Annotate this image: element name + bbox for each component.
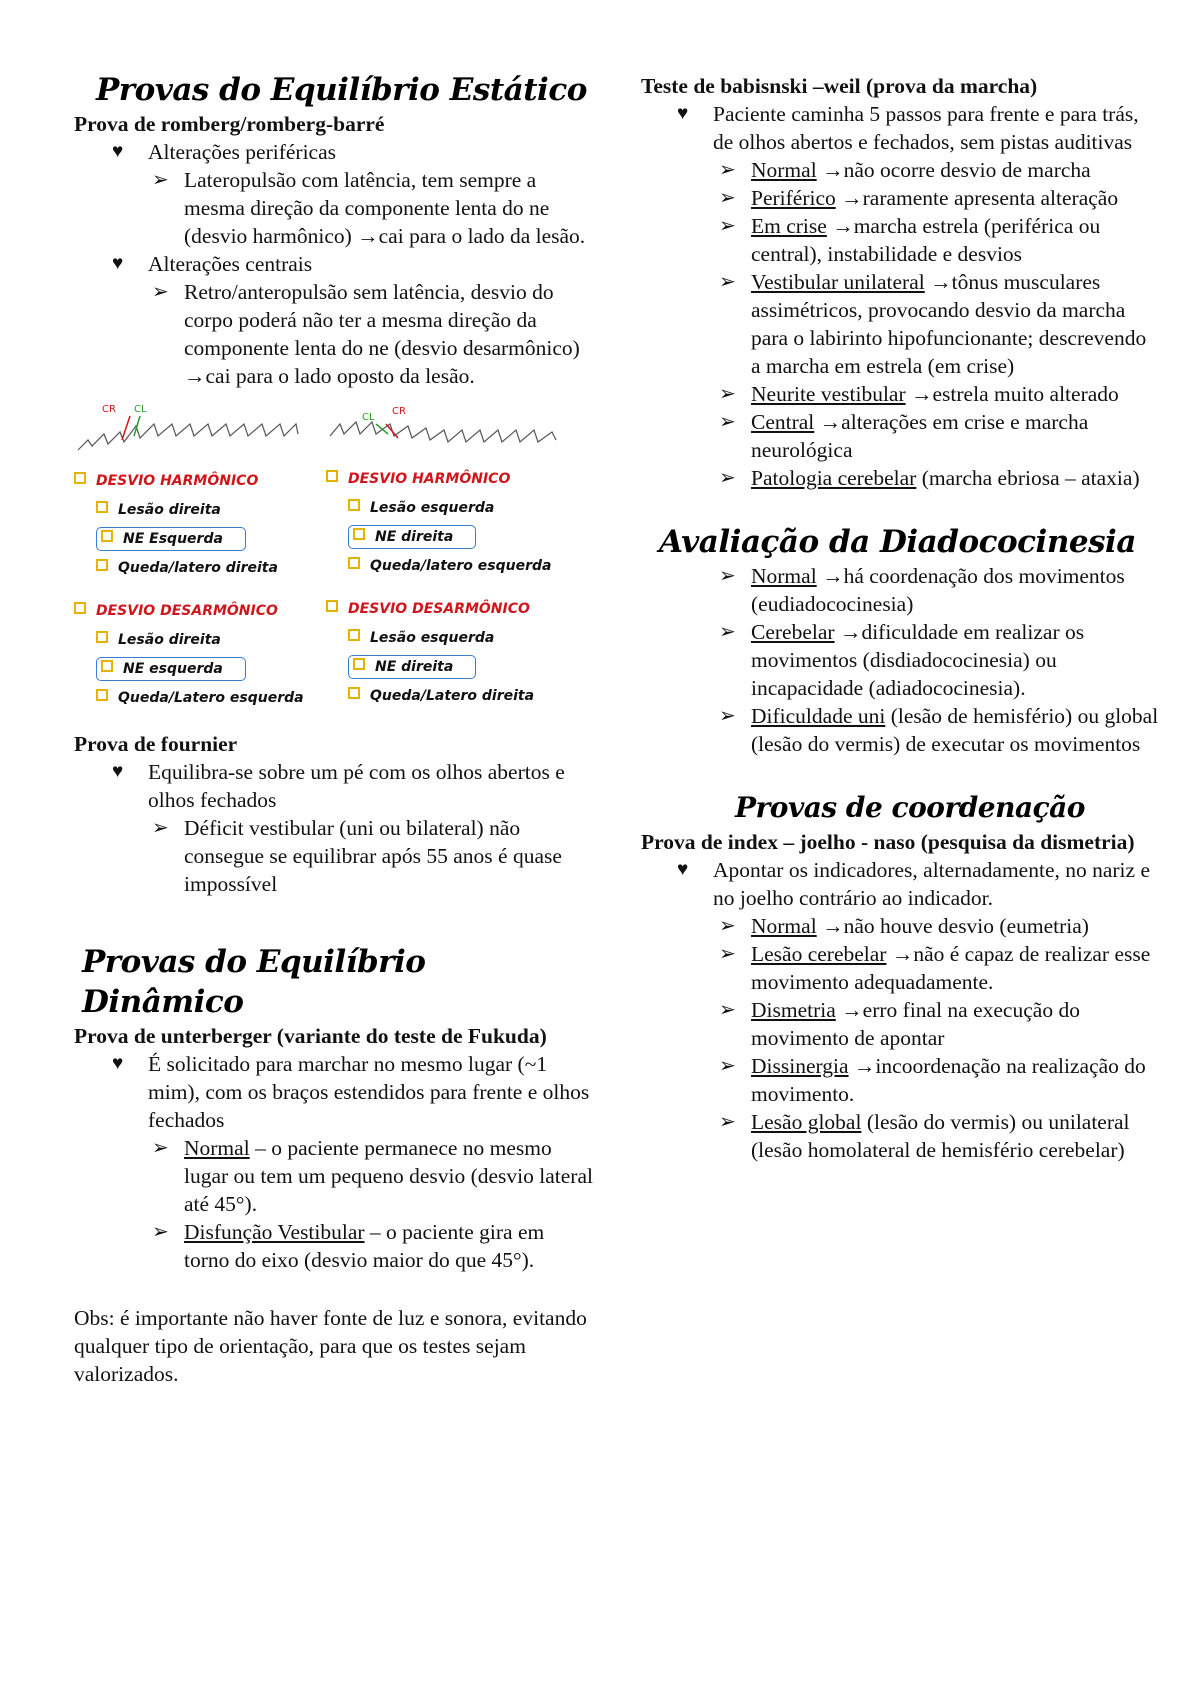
text-span: Normal [184, 1136, 250, 1160]
text-span: Lesão global [751, 1110, 862, 1134]
arrow-bullet-icon: ➢ [152, 1221, 169, 1243]
text-span: (lesão de hemisfério) ou global (lesão do vermis) de executar os movimentos [751, 704, 1159, 756]
arrow-bullet-icon: ➢ [719, 383, 736, 405]
heart-bullet-icon: ♥ [112, 253, 124, 274]
arrow-bullet-icon: ➢ [152, 281, 169, 303]
diado-sub-0 [641, 562, 1161, 618]
diado-sub-1 [641, 618, 1161, 702]
text-span: Paciente caminha 5 passos para frente e para trás, de olhos abertos e fechados, sem pistas auditivas [713, 102, 1139, 154]
text-span: NE Esquerda [123, 530, 223, 547]
text-span: Central [751, 410, 815, 434]
text-span: Lateropulsão com latência, tem sempre a mesma direção da componente lenta do ne (desvio harmônico) →cai para o lado da lesão. [184, 168, 586, 248]
text-span: Lesão esquerda [370, 629, 495, 646]
text-span: DESVIO DESARMÔNICO [348, 600, 530, 617]
arrow-bullet-icon: ➢ [719, 187, 736, 209]
desarm-title-right [326, 600, 530, 618]
index-sub-3 [641, 1052, 1161, 1108]
text-span: Patologia cerebelar [751, 466, 917, 490]
harm-title-left [74, 472, 258, 490]
arrow-bullet-icon: ➢ [719, 411, 736, 433]
title-diadococinesia: Avaliação da Diadococinesia [659, 524, 1136, 560]
text-span: Queda/latero esquerda [370, 557, 552, 574]
text-span: →estrela muito alterado [905, 382, 1119, 406]
right-column [641, 72, 1161, 1164]
text-span: →há coordenação dos movimentos (eudiadococinesia) [751, 564, 1125, 616]
bullet-alteracoes-perifericas [74, 138, 594, 166]
cr-label: CR [102, 404, 116, 415]
text-span: Periférico [751, 186, 836, 210]
bullet-unterberger [74, 1050, 594, 1134]
text-span: DESVIO DESARMÔNICO [96, 602, 278, 619]
heart-bullet-icon: ♥ [112, 1053, 124, 1074]
cr-label: CR [392, 406, 406, 417]
text-span: Déficit vestibular (uni ou bilateral) não consegue se equilibrar após 55 anos é quase impossível [184, 816, 562, 896]
text-span: Equilibra-se sobre um pé com os olhos abertos e olhos fechados [148, 760, 565, 812]
diagram-right [326, 400, 576, 710]
text-span: →dificuldade em realizar os movimentos (disdiadococinesia) ou incapacidade (adiadococinesia). [751, 620, 1085, 700]
cr-arrow [386, 424, 398, 438]
text-span: Lesão direita [118, 501, 221, 518]
babinski-sub-3 [641, 268, 1161, 380]
harm-title-right [326, 470, 510, 488]
text-span: Dismetria [751, 998, 836, 1022]
heart-bullet-icon: ♥ [677, 859, 689, 880]
arrow-bullet-icon: ➢ [719, 1111, 736, 1133]
text-span: – o paciente permanece no mesmo lugar ou tem um pequeno desvio (desvio lateral até 45°). [184, 1136, 593, 1216]
text-span: →alterações em crise e marcha neurológica [751, 410, 1089, 462]
text-span: Neurite vestibular [751, 382, 906, 406]
arrow-bullet-icon: ➢ [719, 999, 736, 1021]
text-span: →incoordenação na realização do movimento. [751, 1054, 1146, 1106]
babinski-sub-2 [641, 212, 1161, 268]
desarm-title-left [74, 602, 278, 620]
text-span: Normal [751, 158, 817, 182]
nystagmus-wave-left [74, 400, 304, 460]
heart-bullet-icon: ♥ [677, 103, 689, 124]
text-span: Alterações centrais [148, 252, 313, 276]
arrow-bullet-icon: ➢ [719, 271, 736, 293]
text-span: Lesão direita [118, 631, 221, 648]
diagram-left [74, 400, 324, 712]
arrow-bullet-icon: ➢ [152, 817, 169, 839]
text-span: – o paciente gira em torno do eixo (desvio maior do que 45°). [184, 1220, 545, 1272]
sub-unterberger-disfuncao [74, 1218, 594, 1274]
text-span: →raramente apresenta alteração [835, 186, 1119, 210]
text-span: Em crise [751, 214, 827, 238]
arrow-bullet-icon: ➢ [719, 943, 736, 965]
left-column [74, 70, 594, 1388]
text-span: Queda/latero direita [118, 559, 278, 576]
title-equilibrio-estatico: Provas do Equilíbrio Estático [96, 72, 587, 108]
text-span: Disfunção Vestibular [184, 1220, 365, 1244]
arrow-bullet-icon: ➢ [719, 467, 736, 489]
arrow-bullet-icon: ➢ [719, 705, 736, 727]
text-span: Queda/Latero esquerda [118, 689, 304, 706]
arrow-bullet-icon: ➢ [152, 1137, 169, 1159]
arrow-bullet-icon: ➢ [152, 169, 169, 191]
title-equilibrio-dinamico: Provas do Equilíbrio Dinâmico [82, 944, 426, 1020]
babinski-sub-5 [641, 408, 1161, 464]
text-span: (lesão do vermis) ou unilateral (lesão homolateral de hemisfério cerebelar) [751, 1110, 1130, 1162]
index-sub-4 [641, 1108, 1161, 1164]
cl-label: CL [362, 412, 375, 423]
text-span: Dificuldade uni [751, 704, 886, 728]
babinski-sub-0 [641, 156, 1161, 184]
text-span: Vestibular unilateral [751, 270, 925, 294]
sub-unterberger-normal [74, 1134, 594, 1218]
sub-peripheral-text [74, 166, 594, 250]
arrow-bullet-icon: ➢ [719, 621, 736, 643]
text-span: É solicitado para marchar no mesmo lugar (~1 mim), com os braços estendidos para frente e olhos fechados [148, 1052, 590, 1132]
text-span: Dissinergia [751, 1054, 849, 1078]
text-span: Queda/Latero direita [370, 687, 535, 704]
sub-fournier [74, 814, 594, 898]
arrow-bullet-icon: ➢ [719, 915, 736, 937]
bullet-alteracoes-centrais [74, 250, 594, 278]
babinski-sub-4 [641, 380, 1161, 408]
unterberger-heading: Prova de unterberger (variante do teste de Fukuda) [74, 1024, 547, 1048]
text-span: Lesão cerebelar [751, 942, 887, 966]
text-span: NE direita [375, 658, 454, 675]
text-span: →não ocorre desvio de marcha [816, 158, 1091, 182]
text-span: Alterações periféricas [148, 140, 337, 164]
text-span: DESVIO HARMÔNICO [96, 472, 259, 489]
babinski-sub-6 [641, 464, 1161, 492]
text-span: →não houve desvio (eumetria) [816, 914, 1089, 938]
romberg-heading: Prova de romberg/romberg-barré [74, 112, 385, 136]
cl-arrow [134, 416, 140, 436]
arrow-bullet-icon: ➢ [719, 159, 736, 181]
text-span: Apontar os indicadores, alternadamente, no nariz e no joelho contrário ao indicador. [713, 858, 1150, 910]
text-span: Retro/anteropulsão sem latência, desvio do corpo poderá não ter a mesma direção da componente lenta do ne (desvio desarmônico) →cai para o lado oposto da lesão. [184, 280, 580, 388]
title-coordenacao: Provas de coordenação [735, 791, 1085, 824]
fournier-heading: Prova de fournier [74, 732, 238, 756]
bullet-index [641, 856, 1161, 912]
text-span: Normal [751, 564, 817, 588]
cl-label: CL [134, 404, 147, 415]
index-sub-2 [641, 996, 1161, 1052]
index-heading: Prova de index – joelho - naso (pesquisa da dismetria) [641, 830, 1135, 854]
bullet-babinski [641, 100, 1161, 156]
text-span: DESVIO HARMÔNICO [348, 470, 511, 487]
heart-bullet-icon: ♥ [112, 761, 124, 782]
text-span: Normal [751, 914, 817, 938]
obs-note: Obs: é importante não haver fonte de luz e sonora, evitando qualquer tipo de orientação, para que os testes sejam valorizados. [74, 1306, 587, 1386]
babinski-heading: Teste de babisnski –weil (prova da marcha) [641, 74, 1038, 98]
nystagmus-wave-right [326, 400, 566, 460]
nystagmus-deviation-diagram [74, 400, 594, 730]
index-sub-0 [641, 912, 1161, 940]
text-span: Lesão esquerda [370, 499, 495, 516]
sub-central-text [74, 278, 594, 390]
text-span: Cerebelar [751, 620, 835, 644]
diado-sub-2 [641, 702, 1161, 758]
text-span: →não é capaz de realizar esse movimento adequadamente. [751, 942, 1151, 994]
babinski-sub-1 [641, 184, 1161, 212]
text-span: NE direita [375, 528, 454, 545]
arrow-bullet-icon: ➢ [719, 1055, 736, 1077]
index-sub-1 [641, 940, 1161, 996]
text-span: (marcha ebriosa – ataxia) [916, 466, 1140, 490]
text-span: →tônus musculares assimétricos, provocando desvio da marcha para o labirinto hipofuncionante; descrevendo a marcha em estrela (em crise) [751, 270, 1147, 378]
bullet-fournier [74, 758, 594, 814]
arrow-bullet-icon: ➢ [719, 565, 736, 587]
arrow-bullet-icon: ➢ [719, 215, 736, 237]
text-span: →erro final na execução do movimento de apontar [751, 998, 1080, 1050]
heart-bullet-icon: ♥ [112, 141, 124, 162]
text-span: →marcha estrela (periférica ou central), instabilidade e desvios [751, 214, 1101, 266]
text-span: NE esquerda [123, 660, 223, 677]
